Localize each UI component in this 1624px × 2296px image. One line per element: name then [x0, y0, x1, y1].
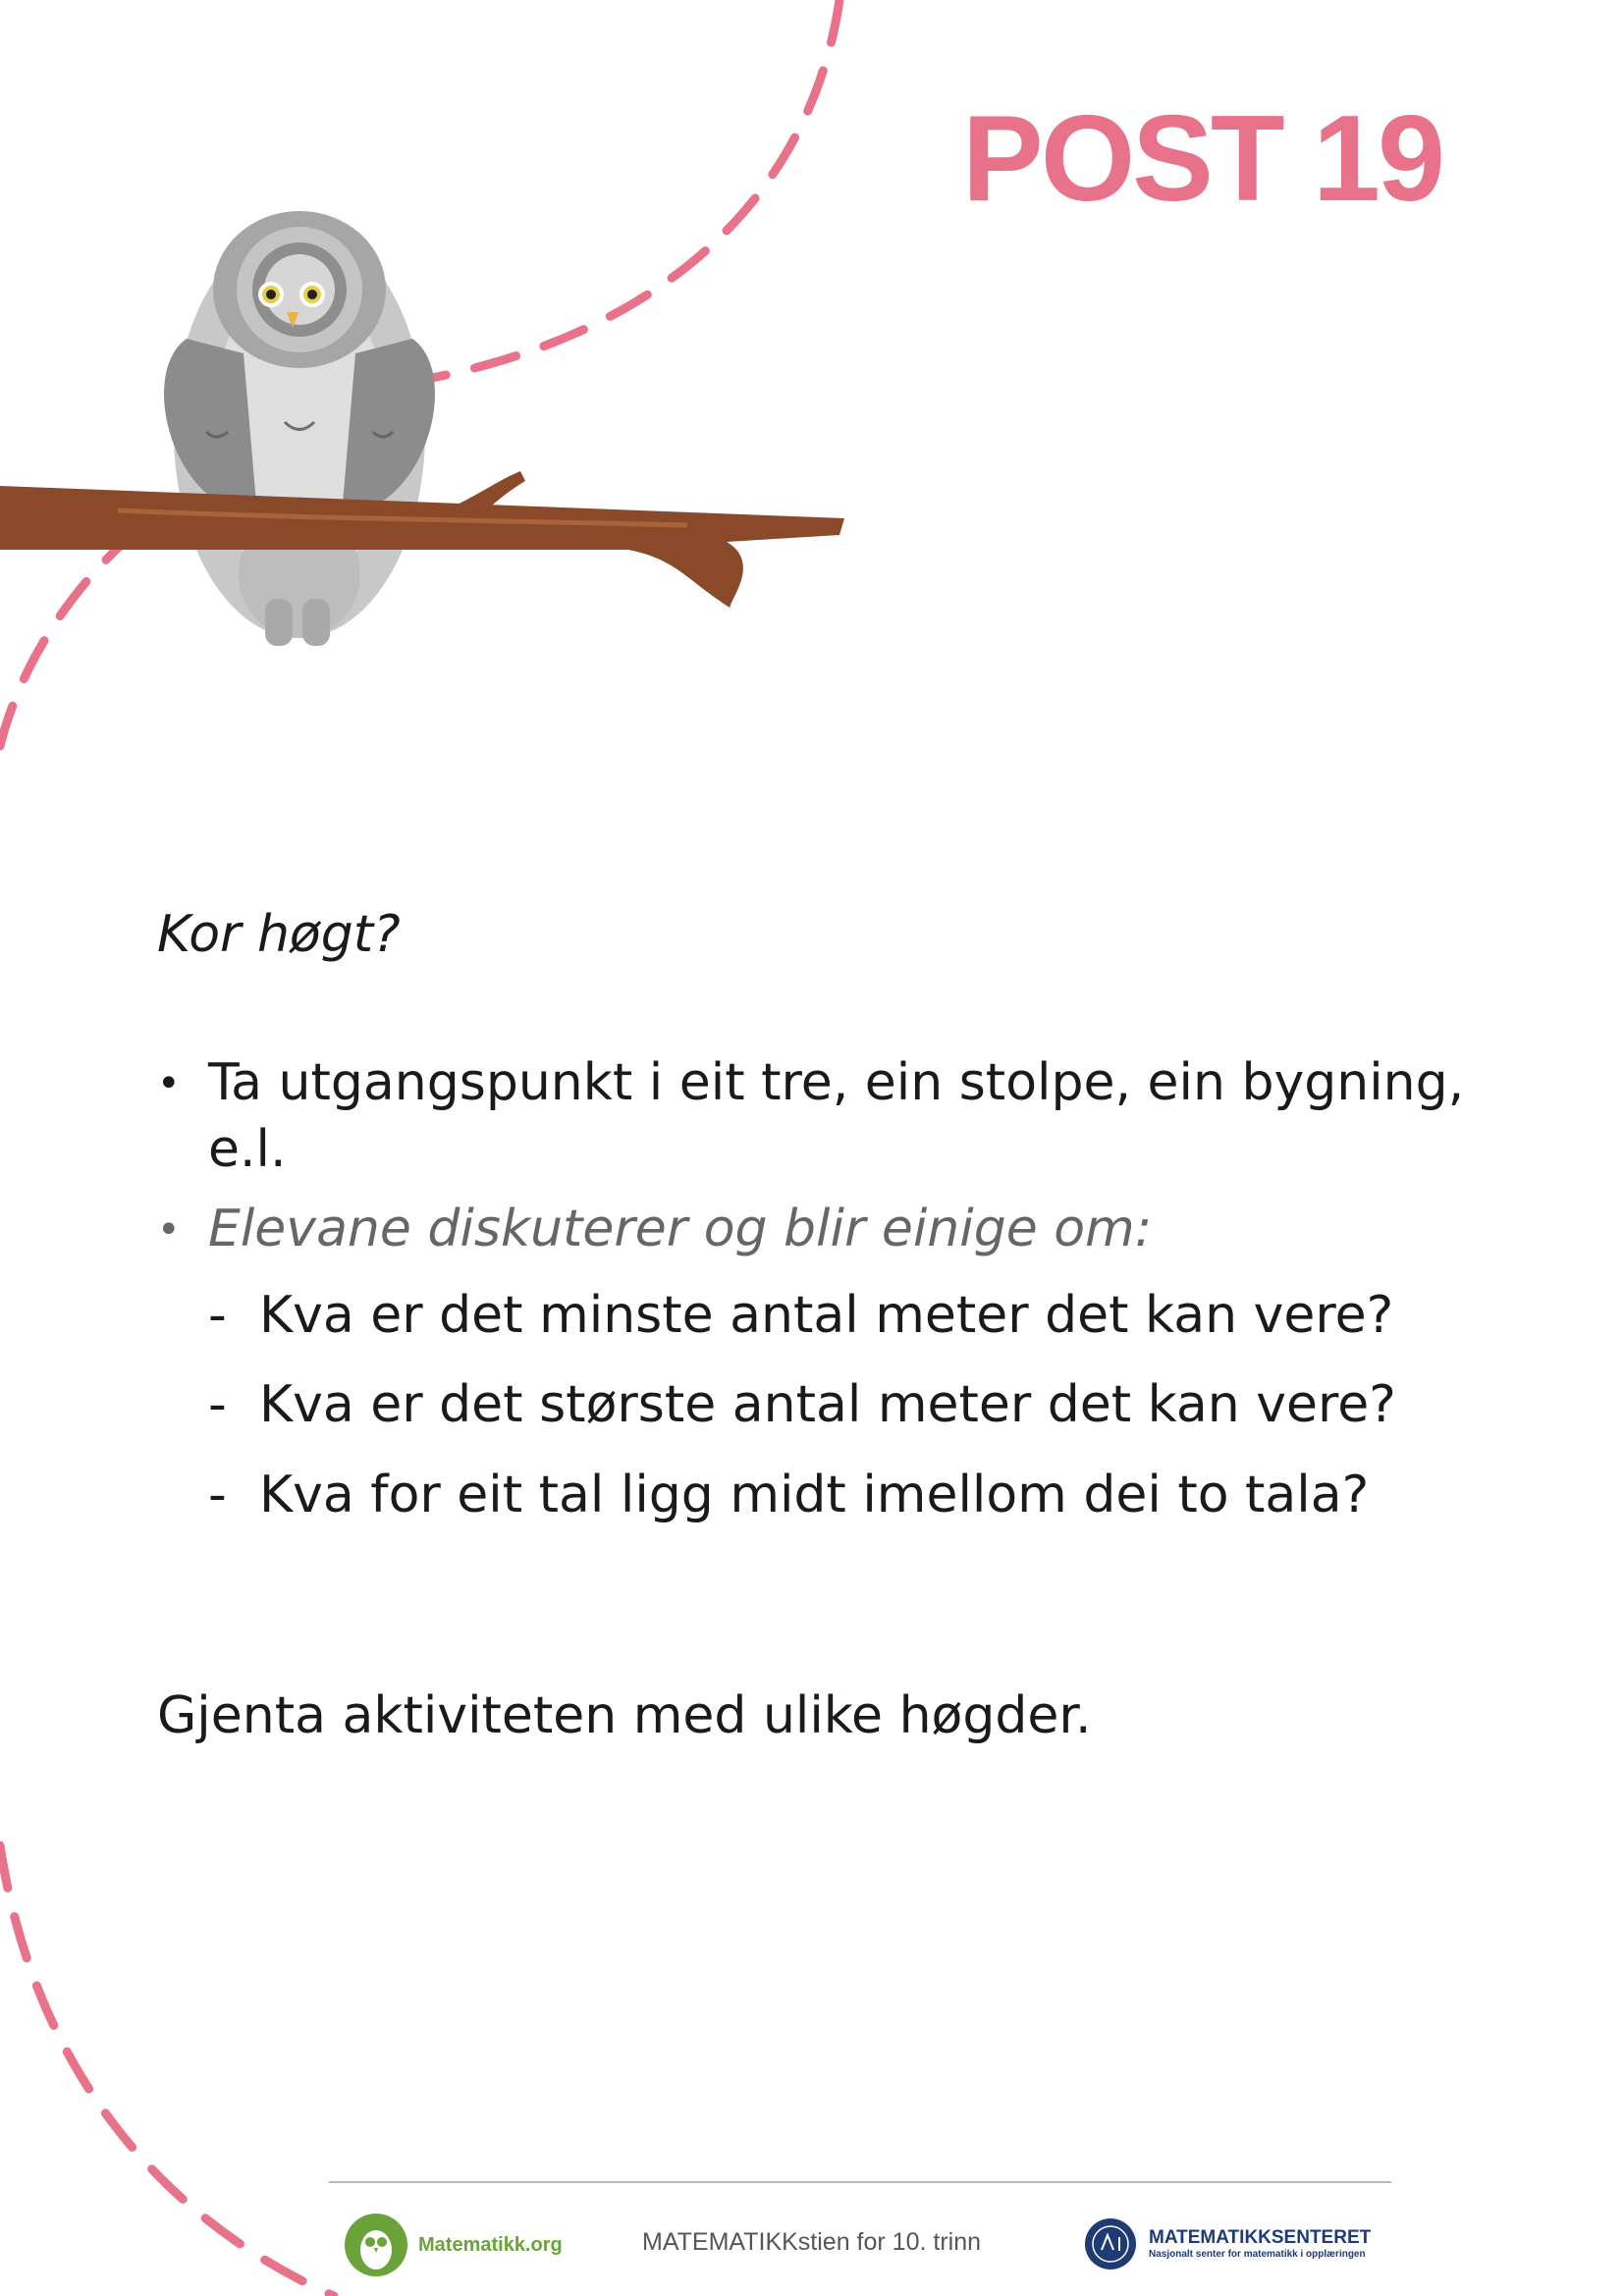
- sub-list-item-text: Kva for eit tal ligg midt imellom dei to tala?: [259, 1465, 1370, 1524]
- footer-divider: [329, 2181, 1391, 2183]
- dashed-trail-bottom: [0, 1845, 334, 2296]
- dashed-trail-left: [0, 530, 137, 746]
- dash-icon: -: [208, 1375, 227, 1435]
- dash-icon: -: [208, 1285, 227, 1345]
- owl-illustration: [164, 211, 435, 646]
- sub-list-item-text: Kva er det største antal meter det kan vere?: [259, 1375, 1396, 1435]
- matematikksenteret-name: MATEMATIKKSENTERET: [1149, 2227, 1372, 2249]
- matematikk-org-logo-text: Matematikk.org: [418, 2233, 563, 2256]
- tree-branch: [0, 471, 844, 609]
- sub-list-item: [157, 1372, 1492, 1439]
- list-item: [157, 1197, 1492, 1263]
- footer-series-title: MATEMATIKKstien for 10. trinn: [642, 2228, 982, 2256]
- matematikksenteret-emblem-icon: [1084, 2217, 1137, 2270]
- dashed-trail-top: [432, 0, 839, 378]
- closing-instruction: Gjenta aktiviteten med ulike høgder.: [157, 1686, 1092, 1745]
- instructions-list: [157, 1050, 1492, 1529]
- sub-list-item-text: Kva er det minste antal meter det kan vere?: [259, 1285, 1394, 1345]
- sub-list-item: [157, 1463, 1492, 1529]
- matematikk-org-logo[interactable]: [344, 2211, 563, 2279]
- bullet-icon: •: [157, 1061, 181, 1106]
- list-item: [157, 1050, 1492, 1183]
- post-number-title: POST 19: [962, 91, 1442, 227]
- sub-list-item: [157, 1283, 1492, 1350]
- list-item-text: Elevane diskuterer og blir einige om:: [208, 1200, 1153, 1259]
- matematikksenteret-logo[interactable]: [1084, 2215, 1371, 2273]
- list-item-text: Ta utgangspunkt i eit tre, ein stolpe, ein bygning, e.l.: [208, 1053, 1465, 1179]
- matematikksenteret-subtitle: Nasjonalt senter for matematikk i opplæringen: [1149, 2249, 1366, 2261]
- dash-icon: -: [208, 1465, 227, 1524]
- owl-logo-icon: [344, 2213, 408, 2277]
- bullet-icon: •: [157, 1207, 181, 1254]
- activity-heading: Kor høgt?: [157, 905, 401, 964]
